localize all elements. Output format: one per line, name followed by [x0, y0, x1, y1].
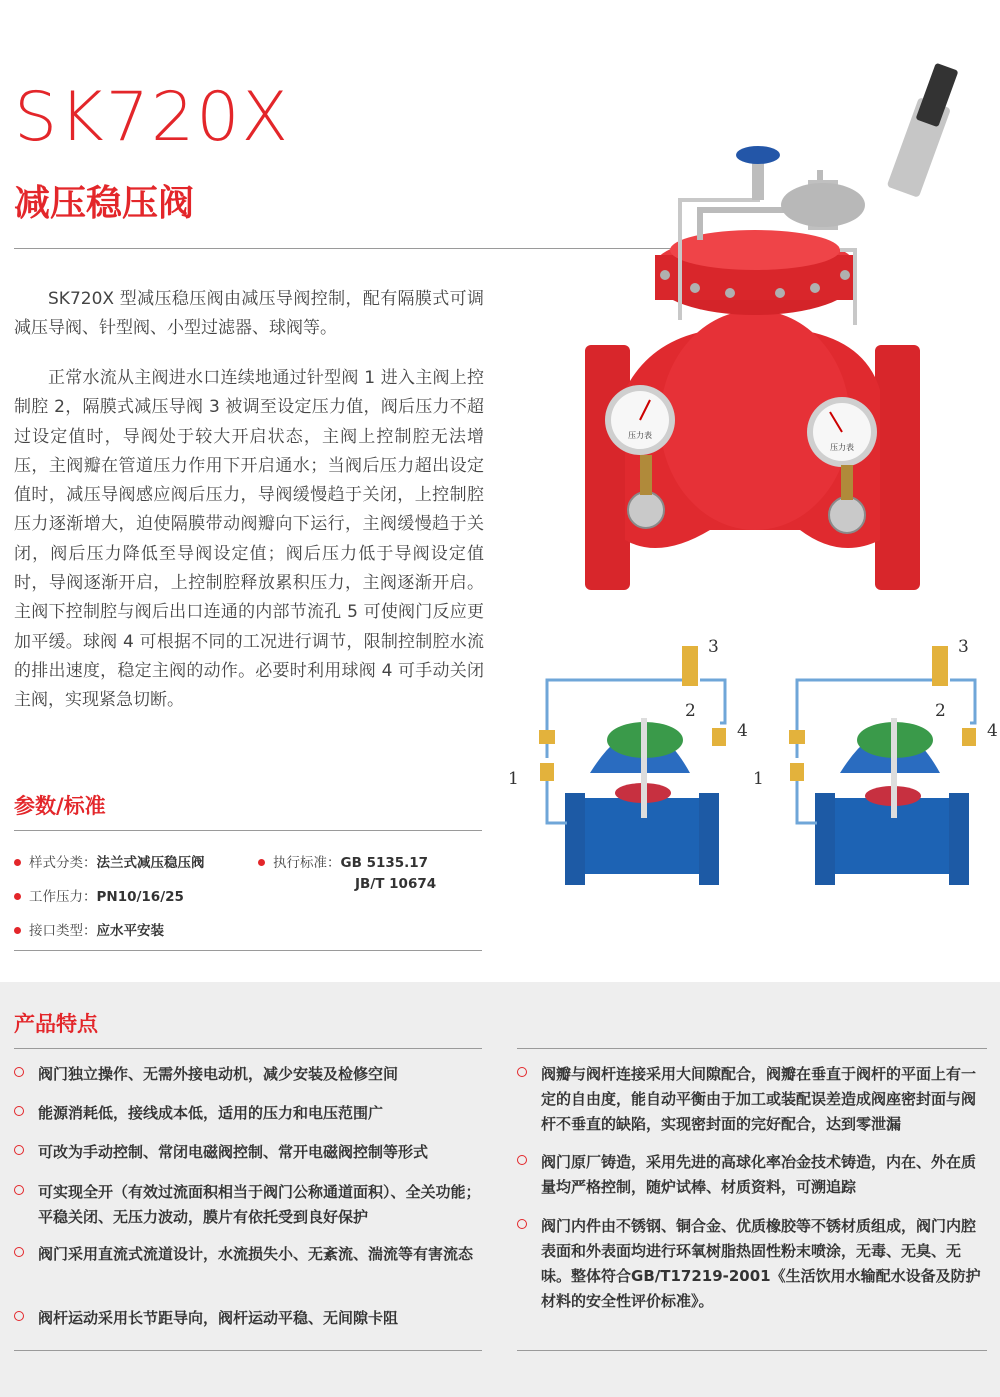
bullet-ring-icon	[517, 1155, 527, 1165]
bullet-ring-icon	[14, 1185, 24, 1195]
feature-item: 阀门内件由不锈钢、铜合金、优质橡胶等不锈材质组成，阀门内腔表面和外表面均进行环氧树脂热固性粉末喷涂，无毒、无臭、无味。整体符合GB/T17219-2001《生活饮用水输配水设备及防护材料的安全性评价标准》。	[517, 1214, 989, 1314]
pressure-gauge-left	[605, 385, 675, 455]
feature-item: 阀门原厂铸造，采用先进的高球化率冶金技术铸造，内在、外在质量均严格控制，随炉试棒、材质资料，可溯追踪	[517, 1150, 989, 1200]
schematic-diagrams	[495, 628, 1000, 890]
params-bottom-divider	[14, 950, 482, 951]
features-divider-right	[517, 1048, 987, 1049]
product-name: 减压稳压阀	[14, 183, 195, 224]
spec-style: 样式分类：法兰式减压稳压阀	[14, 851, 205, 871]
feature-item: 阀瓣与阀杆连接采用大间隙配合，阀瓣在垂直于阀杆的平面上有一定的自由度，能自动平衡由于加工或装配误差造成阀座密封面与阀杆不垂直的缺陷，实现密封面的完好配合，达到零泄漏	[517, 1062, 989, 1137]
features-bottom-divider-left	[14, 1350, 482, 1351]
label-1: 1	[508, 769, 519, 789]
intro-paragraph: SK720X 型减压稳压阀由减压导阀控制，配有隔膜式可调减压导阀、针型阀、小型过滤器、球阀等。	[14, 289, 484, 339]
right-flange	[875, 345, 920, 590]
features-title: 产品特点	[14, 1012, 98, 1036]
bullet-ring-icon	[14, 1106, 24, 1116]
pressure-gauge-right	[807, 397, 877, 467]
feature-item: 可实现全开（有效过流面积相当于阀门公称通道面积）、全关功能；平稳关闭、无压力波动，膜片有依托受到良好保护	[14, 1180, 492, 1230]
bullet-dot	[14, 927, 21, 934]
bullet-ring-icon	[517, 1219, 527, 1229]
schematic-left	[508, 637, 748, 885]
svg-text:压力表: 压力表	[830, 443, 854, 452]
label-2: 2	[685, 701, 696, 721]
spec-standard-2: JB/T 10674	[355, 876, 437, 892]
spec-pressure: 工作压力：PN10/16/25	[14, 885, 184, 905]
schematic-right	[753, 637, 998, 885]
bullet-dot	[258, 859, 265, 866]
bullet-ring-icon	[14, 1067, 24, 1077]
label-3: 3	[708, 637, 719, 657]
feature-item: 阀门独立操作、无需外接电动机，减少安装及检修空间	[14, 1062, 492, 1087]
label-3: 3	[958, 637, 969, 657]
left-flange	[585, 345, 630, 590]
bullet-ring-icon	[14, 1145, 24, 1155]
bullet-dot	[14, 893, 21, 900]
features-divider-left	[14, 1048, 482, 1049]
params-title: 参数/标准	[14, 794, 106, 818]
bullet-ring-icon	[517, 1067, 527, 1077]
feature-item: 阀门采用直流式流道设计，水流损失小、无紊流、湍流等有害流态	[14, 1242, 492, 1267]
features-bottom-divider-right	[517, 1350, 987, 1351]
svg-text:压力表: 压力表	[628, 431, 652, 440]
valve-photo	[580, 60, 1000, 600]
label-1: 1	[753, 769, 764, 789]
label-4: 4	[987, 721, 998, 741]
feature-item: 阀杆运动采用长节距导向，阀杆运动平稳、无间隙卡阻	[14, 1306, 492, 1331]
product-model: SK720X	[14, 78, 291, 157]
bullet-ring-icon	[14, 1311, 24, 1321]
spec-interface: 接口类型：应水平安装	[14, 919, 164, 939]
blue-handwheel	[736, 146, 780, 164]
feature-item: 可改为手动控制、常闭电磁阀控制、常开电磁阀控制等形式	[14, 1140, 492, 1165]
params-divider	[14, 830, 482, 831]
label-4: 4	[737, 721, 748, 741]
spec-standard: 执行标准：GB 5135.17	[258, 851, 428, 871]
bullet-dot	[14, 859, 21, 866]
label-2: 2	[935, 701, 946, 721]
features-section	[0, 982, 1000, 1397]
principle-paragraph: 正常水流从主阀进水口连续地通过针型阀 1 进入主阀上控制腔 2，隔膜式减压导阀 3 被调至设定压力值，阀后压力不超过设定值时，导阀处于较大开启状态，主阀上控制腔无法增压，主阀瓣在管道压力作用下开启通水；当阀后压力超出设定值时，减压导阀感应阀后压力，导阀缓慢趋于关闭，上控制腔压力逐渐增大，迫使隔膜带动阀瓣向下运行，主阀缓慢趋于关闭，阀后压力降低至导阀设定值；阀后压力低于导阀设定值时，导阀逐渐开启，上控制腔释放累积压力，主阀逐渐开启。主阀下控制腔与阀后出口连通的内部节流孔 5 可使阀门反应更加平缓。球阀 4 可根据不同的工况进行调节，限制控制腔水流的排出速度，稳定主阀的动作。必要时利用球阀 4 可手动关闭主阀，实现紧急切断。	[14, 368, 484, 711]
feature-item: 能源消耗低，接线成本低，适用的压力和电压范围广	[14, 1101, 492, 1126]
bullet-ring-icon	[14, 1247, 24, 1257]
